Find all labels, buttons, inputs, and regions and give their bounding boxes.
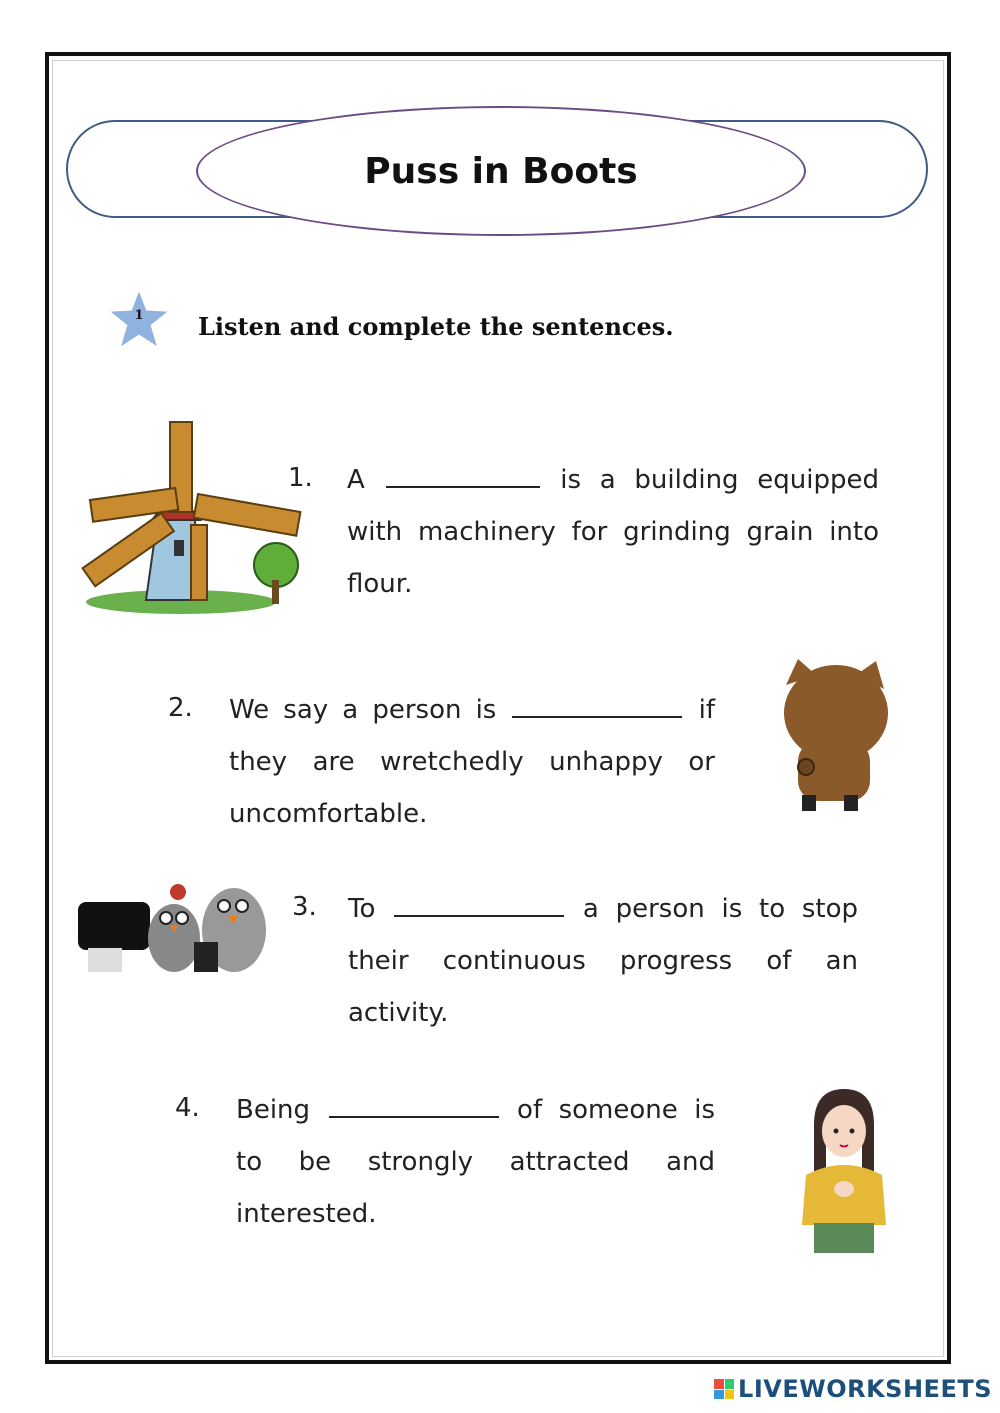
question-3-before: To [348, 894, 376, 924]
question-2-text [229, 684, 715, 840]
question-4-text [236, 1084, 715, 1240]
question-3-text [348, 883, 858, 1039]
question-4-number: 4. [175, 1093, 200, 1123]
question-2-after: if they are wretchedly unhappy or uncomfortable. [229, 695, 715, 829]
question-1-number: 1. [288, 463, 313, 493]
question-3-number: 3. [292, 892, 317, 922]
page-title: Puss in Boots [364, 150, 638, 192]
question-3-blank[interactable] [394, 893, 564, 917]
question-4-before: Being [236, 1095, 311, 1125]
exercise-number: 1 [134, 308, 144, 323]
birds-at-computer-picture [74, 872, 274, 974]
liveworksheets-brand: LIVEWORKSHEETS [738, 1375, 992, 1403]
question-1-before: A [347, 465, 365, 495]
girl-with-braids-picture [796, 1085, 892, 1255]
question-1-text [347, 454, 879, 610]
exercise-instruction: Listen and complete the sentences. [198, 312, 674, 341]
question-3-after: a person is to stop their continuous progress of an activity. [348, 894, 859, 1028]
liveworksheets-logo-icon [714, 1379, 734, 1399]
question-4-blank[interactable] [329, 1094, 499, 1118]
sad-bear-picture [776, 655, 894, 815]
windmill-picture [66, 420, 306, 620]
question-2-number: 2. [168, 693, 193, 723]
liveworksheets-logo [714, 1375, 992, 1403]
question-2-blank[interactable] [512, 694, 682, 718]
title-oval [196, 106, 806, 236]
question-4-after: of someone is to be strongly attracted and interested. [236, 1095, 716, 1229]
question-1-after: is a building equipped with machinery for grinding grain into flour. [347, 465, 879, 599]
question-1-blank[interactable] [386, 464, 540, 488]
question-2-before: We say a person is [229, 695, 497, 725]
